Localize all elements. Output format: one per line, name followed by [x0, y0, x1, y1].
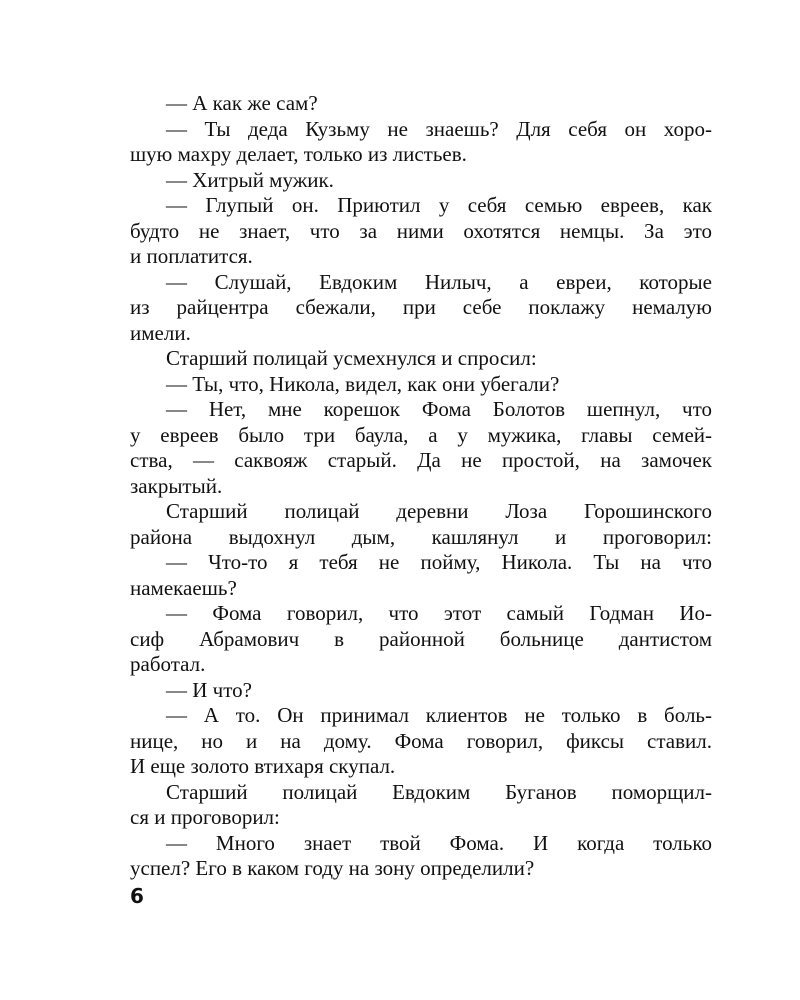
- text-line: шую махру делает, только из листьев.: [130, 142, 467, 166]
- text-line: И еще золото втихаря скупал.: [130, 754, 396, 778]
- text-line: у евреев было три баула, а у мужика, главы семей-: [130, 422, 712, 447]
- text-line: ства, — саквояж старый. Да не простой, на замочек: [130, 448, 712, 472]
- text-line: закрытый.: [130, 473, 223, 498]
- text-line: — Слушай, Евдоким Нилыч, а евреи, которые: [166, 269, 712, 294]
- text-line: имели.: [130, 320, 191, 345]
- text-line: сиф Абрамович в районной больнице дантистом: [130, 626, 712, 651]
- text-line: — Хитрый мужик.: [166, 167, 334, 192]
- text-line: — И что?: [166, 677, 252, 702]
- text-line: — А как же сам?: [166, 91, 318, 115]
- text-line: — Ты деда Кузьму не знаешь? Для себя он хоро-: [166, 116, 712, 141]
- text-line: Старший полицай Евдоким Буганов поморщил-: [166, 779, 712, 804]
- text-line: Старший полицай деревни Лоза Горошинского: [166, 499, 712, 523]
- text-line: района выдохнул дым, кашлянул и проговорил:: [130, 524, 712, 549]
- text-line: — А то. Он принимал клиентов не только в боль-: [166, 703, 712, 727]
- text-line: — Нет, мне корешок Фома Болотов шепнул, что: [166, 397, 712, 421]
- text-line: ся и проговорил:: [130, 805, 280, 829]
- text-line: работал.: [130, 652, 206, 676]
- text-line: — Глупый он. Приютил у себя семью евреев, как: [166, 193, 712, 217]
- text-line: — Ты, что, Никола, видел, как они убегали?: [166, 371, 560, 396]
- text-line: и поплатится.: [130, 244, 253, 268]
- text-line: — Что-то я тебя не пойму, Никола. Ты на что: [166, 550, 712, 574]
- text-line: успел? Его в каком году на зону определили?: [130, 856, 535, 880]
- text-line: будто не знает, что за ними охотятся немцы. За это: [130, 218, 712, 243]
- text-line: Старший полицай усмехнулся и спросил:: [166, 346, 537, 370]
- text-line: нице, но и на дому. Фома говорил, фиксы ставил.: [130, 728, 712, 753]
- text-line: — Фома говорил, что этот самый Годман Ио-: [166, 601, 712, 625]
- page-number: 6: [130, 884, 144, 908]
- text-line: из райцентра сбежали, при себе поклажу немалую: [130, 295, 712, 319]
- text-line: намекаешь?: [130, 575, 237, 600]
- body-text: [130, 91, 712, 882]
- text-line: — Много знает твой Фома. И когда только: [166, 830, 712, 855]
